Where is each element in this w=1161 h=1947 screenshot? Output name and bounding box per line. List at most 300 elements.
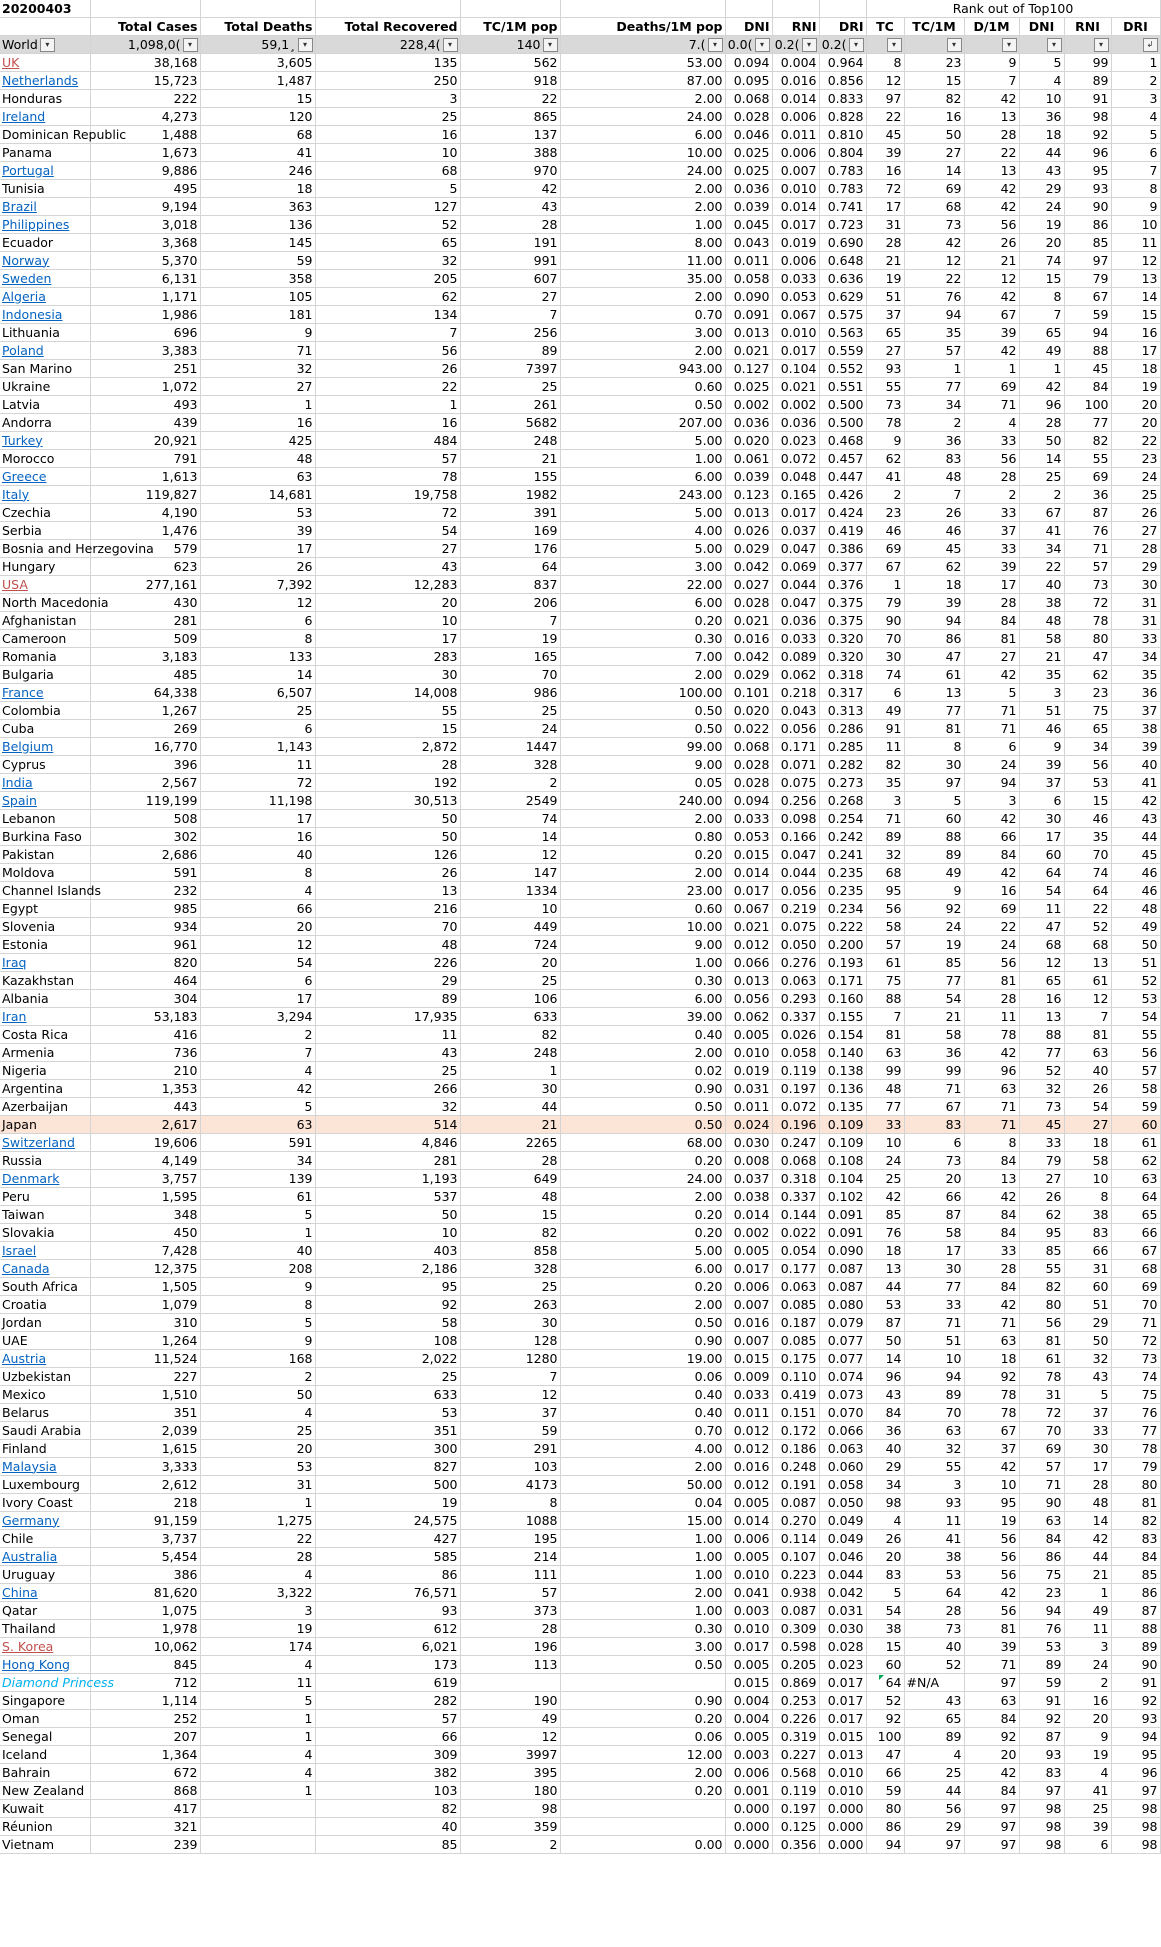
data-cell[interactable]: 50 [315, 1206, 460, 1224]
data-cell[interactable]: 108 [315, 1332, 460, 1350]
data-cell[interactable]: 0.071 [772, 756, 819, 774]
data-cell[interactable]: 83 [1019, 1764, 1064, 1782]
data-cell[interactable]: 46 [1111, 864, 1160, 882]
data-cell[interactable]: 66 [866, 1764, 904, 1782]
country-link[interactable]: Sweden [2, 270, 52, 286]
data-cell[interactable]: 78 [964, 1026, 1019, 1044]
data-cell[interactable]: 99.00 [560, 738, 725, 756]
data-cell[interactable]: 2 [200, 1368, 315, 1386]
data-cell[interactable]: 696 [90, 324, 200, 342]
data-cell[interactable]: 1,267 [90, 702, 200, 720]
data-cell[interactable]: 98 [1064, 108, 1111, 126]
data-cell[interactable]: 0.144 [772, 1206, 819, 1224]
data-cell[interactable]: 94 [904, 612, 964, 630]
data-cell[interactable]: 0.042 [819, 1584, 866, 1602]
data-cell[interactable]: 0.058 [772, 1044, 819, 1062]
data-cell[interactable]: 84 [964, 846, 1019, 864]
data-cell[interactable]: 37 [460, 1404, 560, 1422]
data-cell[interactable]: 71 [1064, 540, 1111, 558]
data-cell[interactable]: 3.00 [560, 558, 725, 576]
data-cell[interactable]: 71 [964, 1656, 1019, 1674]
data-cell[interactable]: 84 [964, 1152, 1019, 1170]
data-cell[interactable]: 39 [866, 144, 904, 162]
data-cell[interactable]: 62 [1064, 666, 1111, 684]
data-cell[interactable]: 0.783 [819, 162, 866, 180]
data-cell[interactable]: 22 [866, 108, 904, 126]
data-cell[interactable]: 1,505 [90, 1278, 200, 1296]
data-cell[interactable]: 49 [866, 702, 904, 720]
data-cell[interactable]: 93 [315, 1602, 460, 1620]
data-cell[interactable]: 37 [964, 522, 1019, 540]
data-cell[interactable]: 14 [1064, 1512, 1111, 1530]
data-cell[interactable]: 9 [1019, 738, 1064, 756]
data-cell[interactable]: 84 [964, 1782, 1019, 1800]
data-cell[interactable]: 1 [200, 1710, 315, 1728]
data-cell[interactable]: 0.172 [772, 1422, 819, 1440]
data-cell[interactable]: 22.00 [560, 576, 725, 594]
data-cell[interactable]: 0.05 [560, 774, 725, 792]
data-cell[interactable]: 14 [866, 1350, 904, 1368]
data-cell[interactable]: 17 [1111, 342, 1160, 360]
data-cell[interactable]: 31 [1111, 612, 1160, 630]
data-cell[interactable]: 7 [460, 306, 560, 324]
data-cell[interactable]: 0.552 [819, 360, 866, 378]
data-cell[interactable]: 15 [460, 1206, 560, 1224]
filter-dropdown-icon[interactable]: ▾ [1002, 38, 1017, 52]
data-cell[interactable]: 0.095 [725, 72, 772, 90]
data-cell[interactable]: 0.053 [725, 828, 772, 846]
data-cell[interactable]: 69 [964, 900, 1019, 918]
data-cell[interactable]: 89 [866, 828, 904, 846]
filter-cell[interactable] [819, 36, 866, 54]
filter-dropdown-icon[interactable]: ▾ [887, 38, 902, 52]
country-cell[interactable] [0, 540, 154, 558]
data-cell[interactable]: 0.075 [772, 918, 819, 936]
data-cell[interactable]: 0.005 [725, 1728, 772, 1746]
data-cell[interactable]: 46 [904, 522, 964, 540]
data-cell[interactable]: 0.119 [772, 1062, 819, 1080]
country-cell[interactable] [0, 612, 90, 630]
data-cell[interactable]: 28 [866, 234, 904, 252]
data-cell[interactable]: 0.104 [772, 360, 819, 378]
data-cell[interactable]: 63 [200, 468, 315, 486]
data-cell[interactable]: 88 [1019, 1026, 1064, 1044]
data-cell[interactable]: 81 [964, 630, 1019, 648]
data-cell[interactable]: 10.00 [560, 144, 725, 162]
data-cell[interactable]: 86 [1111, 1584, 1160, 1602]
data-cell[interactable]: 113 [460, 1656, 560, 1674]
data-cell[interactable]: 0.690 [819, 234, 866, 252]
data-cell[interactable]: 2,872 [315, 738, 460, 756]
data-cell[interactable]: 59 [1111, 1098, 1160, 1116]
data-cell[interactable]: 54 [1064, 1098, 1111, 1116]
filter-dropdown-icon[interactable]: ▾ [298, 38, 313, 52]
data-cell[interactable]: 6,507 [200, 684, 315, 702]
data-cell[interactable]: 0.017 [725, 1638, 772, 1656]
filter-cell[interactable] [725, 36, 772, 54]
data-cell[interactable]: 0.248 [772, 1458, 819, 1476]
country-cell[interactable] [0, 1674, 115, 1692]
data-cell[interactable]: 98 [1019, 1836, 1064, 1854]
data-cell[interactable]: 8 [460, 1494, 560, 1512]
data-cell[interactable]: 13 [1111, 270, 1160, 288]
data-cell[interactable]: 48 [315, 936, 460, 954]
data-cell[interactable]: 90 [1019, 1494, 1064, 1512]
filter-dropdown-icon[interactable]: ▾ [443, 38, 458, 52]
data-cell[interactable]: 60 [866, 1656, 904, 1674]
data-cell[interactable]: 72 [866, 180, 904, 198]
country-link[interactable]: Israel [2, 1242, 37, 1258]
data-cell[interactable]: 65 [866, 324, 904, 342]
data-cell[interactable]: 232 [90, 882, 200, 900]
data-cell[interactable]: 52 [866, 1692, 904, 1710]
data-cell[interactable]: 42 [964, 90, 1019, 108]
data-cell[interactable]: 5,370 [90, 252, 200, 270]
data-cell[interactable]: 79 [866, 594, 904, 612]
data-cell[interactable]: 283 [315, 648, 460, 666]
data-cell[interactable]: 359 [460, 1818, 560, 1836]
data-cell[interactable]: 67 [1064, 288, 1111, 306]
data-cell[interactable]: 6 [1111, 144, 1160, 162]
data-cell[interactable]: 99 [904, 1062, 964, 1080]
data-cell[interactable]: 61 [1019, 1350, 1064, 1368]
data-cell[interactable]: 20 [1064, 1710, 1111, 1728]
data-cell[interactable]: 74 [1111, 1368, 1160, 1386]
data-cell[interactable]: 173 [315, 1656, 460, 1674]
data-cell[interactable]: 53.00 [560, 54, 725, 72]
data-cell[interactable]: 21 [460, 450, 560, 468]
data-cell[interactable]: 1 [964, 360, 1019, 378]
data-cell[interactable]: 0.376 [819, 576, 866, 594]
data-cell[interactable]: 918 [460, 72, 560, 90]
data-cell[interactable]: 86 [1019, 1548, 1064, 1566]
data-cell[interactable]: 42 [200, 1080, 315, 1098]
data-cell[interactable]: 0.108 [819, 1152, 866, 1170]
data-cell[interactable]: 321 [90, 1818, 200, 1836]
data-cell[interactable]: 1.00 [560, 1602, 725, 1620]
data-cell[interactable]: 0.046 [725, 126, 772, 144]
data-cell[interactable]: 66 [1064, 1242, 1111, 1260]
data-cell[interactable]: 7 [1111, 162, 1160, 180]
data-cell[interactable]: 15 [904, 72, 964, 90]
data-cell[interactable]: 81,620 [90, 1584, 200, 1602]
data-cell[interactable]: 12 [200, 936, 315, 954]
data-cell[interactable]: 514 [315, 1116, 460, 1134]
data-cell[interactable]: 58 [904, 1224, 964, 1242]
data-cell[interactable]: 0.015 [819, 1728, 866, 1746]
data-cell[interactable]: 77 [1064, 414, 1111, 432]
data-cell[interactable]: 52 [1019, 1062, 1064, 1080]
data-cell[interactable]: 216 [315, 900, 460, 918]
data-cell[interactable]: 0.270 [772, 1512, 819, 1530]
data-cell[interactable]: 19,606 [90, 1134, 200, 1152]
data-cell[interactable]: 7 [866, 1008, 904, 1026]
country-cell[interactable] [0, 1602, 90, 1620]
data-cell[interactable]: 82 [1064, 432, 1111, 450]
data-cell[interactable]: 16 [315, 414, 460, 432]
data-cell[interactable]: 56 [904, 1800, 964, 1818]
data-cell[interactable]: 0.033 [772, 270, 819, 288]
data-cell[interactable]: 591 [200, 1134, 315, 1152]
data-cell[interactable]: 12,283 [315, 576, 460, 594]
data-cell[interactable]: 16 [200, 414, 315, 432]
country-cell[interactable] [0, 1692, 90, 1710]
data-cell[interactable]: 386 [90, 1566, 200, 1584]
data-cell[interactable]: 83 [1064, 1224, 1111, 1242]
country-cell[interactable] [0, 1512, 90, 1530]
data-cell[interactable]: 94 [1064, 324, 1111, 342]
data-cell[interactable]: 98 [1019, 1818, 1064, 1836]
data-cell[interactable]: 42 [964, 1044, 1019, 1062]
data-cell[interactable]: 88 [866, 990, 904, 1008]
data-cell[interactable]: 0.318 [772, 1170, 819, 1188]
data-cell[interactable]: 0.049 [819, 1530, 866, 1548]
data-cell[interactable]: 2 [904, 414, 964, 432]
data-cell[interactable]: 23 [1064, 684, 1111, 702]
data-cell[interactable]: 88 [1111, 1620, 1160, 1638]
data-cell[interactable]: 17,935 [315, 1008, 460, 1026]
data-cell[interactable]: 57 [1064, 558, 1111, 576]
data-cell[interactable]: 66 [315, 1728, 460, 1746]
data-cell[interactable]: 38 [904, 1548, 964, 1566]
data-cell[interactable]: 25 [200, 702, 315, 720]
data-cell[interactable]: 7 [460, 1368, 560, 1386]
data-cell[interactable]: 54 [904, 990, 964, 1008]
data-cell[interactable]: 0.04 [560, 1494, 725, 1512]
data-cell[interactable]: 15 [1111, 306, 1160, 324]
data-cell[interactable]: 0.320 [819, 648, 866, 666]
data-cell[interactable]: 0.016 [725, 1458, 772, 1476]
data-cell[interactable]: 28 [964, 468, 1019, 486]
data-cell[interactable]: 52 [315, 216, 460, 234]
data-cell[interactable]: 56 [1111, 1044, 1160, 1062]
data-cell[interactable]: 81 [1019, 1332, 1064, 1350]
data-cell[interactable]: 3,757 [90, 1170, 200, 1188]
data-cell[interactable]: 11 [964, 1008, 1019, 1026]
column-header[interactable]: Total Cases [90, 18, 200, 36]
data-cell[interactable]: 139 [200, 1170, 315, 1188]
data-cell[interactable]: 282 [315, 1692, 460, 1710]
data-cell[interactable]: 15 [200, 90, 315, 108]
data-cell[interactable]: 10 [1019, 90, 1064, 108]
data-cell[interactable]: 84 [866, 1404, 904, 1422]
country-link[interactable]: Algeria [2, 288, 46, 304]
country-cell[interactable] [0, 306, 90, 324]
data-cell[interactable]: 0.019 [725, 1062, 772, 1080]
data-cell[interactable]: 0.060 [819, 1458, 866, 1476]
data-cell[interactable]: 2,686 [90, 846, 200, 864]
data-cell[interactable]: 52 [1064, 918, 1111, 936]
data-cell[interactable]: 42 [964, 180, 1019, 198]
data-cell[interactable]: 72 [1019, 1404, 1064, 1422]
data-cell[interactable]: 0.010 [819, 1782, 866, 1800]
data-cell[interactable]: 38,168 [90, 54, 200, 72]
data-cell[interactable]: 5 [904, 792, 964, 810]
data-cell[interactable]: 24 [964, 756, 1019, 774]
data-cell[interactable]: 0.003 [725, 1602, 772, 1620]
data-cell[interactable]: 40 [1019, 576, 1064, 594]
data-cell[interactable]: 2549 [460, 792, 560, 810]
data-cell[interactable]: 75 [1064, 702, 1111, 720]
data-cell[interactable]: 47 [866, 1746, 904, 1764]
data-cell[interactable]: 49 [1111, 918, 1160, 936]
data-cell[interactable]: 88 [904, 828, 964, 846]
data-cell[interactable]: 47 [1064, 648, 1111, 666]
data-cell[interactable]: 0.016 [725, 630, 772, 648]
data-cell[interactable]: 1,673 [90, 144, 200, 162]
data-cell[interactable]: 4,846 [315, 1134, 460, 1152]
data-cell[interactable]: 54 [1111, 1008, 1160, 1026]
data-cell[interactable]: 449 [460, 918, 560, 936]
data-cell[interactable]: 70 [904, 1404, 964, 1422]
data-cell[interactable]: 36 [866, 1422, 904, 1440]
country-cell[interactable] [0, 198, 90, 216]
data-cell[interactable]: 82 [1019, 1278, 1064, 1296]
country-cell[interactable] [0, 90, 90, 108]
data-cell[interactable]: 395 [460, 1764, 560, 1782]
data-cell[interactable]: 0.033 [725, 810, 772, 828]
data-cell[interactable]: 67 [1111, 1242, 1160, 1260]
data-cell[interactable]: 8 [200, 864, 315, 882]
data-cell[interactable]: 39 [964, 1638, 1019, 1656]
data-cell[interactable]: 300 [315, 1440, 460, 1458]
data-cell[interactable]: 19 [460, 630, 560, 648]
data-cell[interactable]: 56 [964, 954, 1019, 972]
data-cell[interactable]: 0.001 [725, 1782, 772, 1800]
data-cell[interactable]: 0.191 [772, 1476, 819, 1494]
data-cell[interactable]: 82 [904, 90, 964, 108]
data-cell[interactable]: 30 [1111, 576, 1160, 594]
data-cell[interactable]: 585 [315, 1548, 460, 1566]
data-cell[interactable]: 0.06 [560, 1728, 725, 1746]
data-cell[interactable]: 44 [866, 1278, 904, 1296]
data-cell[interactable]: 28 [460, 1620, 560, 1638]
data-cell[interactable]: 39 [200, 522, 315, 540]
data-cell[interactable]: 0.171 [819, 972, 866, 990]
data-cell[interactable]: 77 [904, 972, 964, 990]
data-cell[interactable]: 0.053 [772, 288, 819, 306]
data-cell[interactable]: 0.021 [772, 378, 819, 396]
data-cell[interactable]: 62 [1019, 1206, 1064, 1224]
data-cell[interactable]: 20 [904, 1170, 964, 1188]
data-cell[interactable]: 4 [200, 1566, 315, 1584]
data-cell[interactable]: 71 [1019, 1476, 1064, 1494]
data-cell[interactable]: 33 [964, 1242, 1019, 1260]
data-cell[interactable]: 76 [1111, 1404, 1160, 1422]
country-cell[interactable] [0, 270, 90, 288]
data-cell[interactable]: 0.723 [819, 216, 866, 234]
country-cell[interactable] [0, 54, 90, 72]
data-cell[interactable]: 0.019 [772, 234, 819, 252]
data-cell[interactable]: 28 [904, 1602, 964, 1620]
country-cell[interactable] [0, 1170, 90, 1188]
data-cell[interactable]: 10 [1064, 1170, 1111, 1188]
data-cell[interactable]: 54 [1019, 882, 1064, 900]
data-cell[interactable]: 12 [904, 252, 964, 270]
data-cell[interactable]: 46 [1111, 882, 1160, 900]
data-cell[interactable]: 82 [315, 1800, 460, 1818]
country-link[interactable]: Belgium [2, 738, 54, 754]
data-cell[interactable]: 165 [460, 648, 560, 666]
country-cell[interactable] [0, 288, 90, 306]
data-cell[interactable]: 2,039 [90, 1422, 200, 1440]
data-cell[interactable]: 0.091 [819, 1206, 866, 1224]
data-cell[interactable]: 55 [315, 702, 460, 720]
data-cell[interactable]: 43 [904, 1692, 964, 1710]
data-cell[interactable]: 7 [1064, 1008, 1111, 1026]
data-cell[interactable]: 23 [904, 54, 964, 72]
data-cell[interactable]: 0.50 [560, 1656, 725, 1674]
country-link[interactable]: Turkey [2, 432, 43, 448]
country-cell[interactable] [0, 738, 90, 756]
data-cell[interactable]: 0.017 [819, 1692, 866, 1710]
data-cell[interactable]: 45 [1111, 846, 1160, 864]
data-cell[interactable]: 24 [866, 1152, 904, 1170]
data-cell[interactable]: 970 [460, 162, 560, 180]
data-cell[interactable]: 89 [904, 1728, 964, 1746]
data-cell[interactable]: 61 [200, 1188, 315, 1206]
filter-cell[interactable] [560, 36, 725, 54]
data-cell[interactable]: 0.319 [772, 1728, 819, 1746]
data-cell[interactable]: 0.104 [819, 1170, 866, 1188]
data-cell[interactable]: 464 [90, 972, 200, 990]
data-cell[interactable]: 25 [460, 1278, 560, 1296]
data-cell[interactable]: 1 [1019, 360, 1064, 378]
data-cell[interactable]: 56 [964, 450, 1019, 468]
data-cell[interactable]: 0.293 [772, 990, 819, 1008]
data-cell[interactable]: 93 [866, 360, 904, 378]
data-cell[interactable]: 18 [1111, 360, 1160, 378]
data-cell[interactable]: 25 [460, 378, 560, 396]
data-cell[interactable]: 18 [964, 1350, 1019, 1368]
data-cell[interactable]: 71 [964, 1098, 1019, 1116]
data-cell[interactable]: 22 [200, 1530, 315, 1548]
column-header[interactable]: Total Deaths [200, 18, 315, 36]
data-cell[interactable]: 18 [200, 180, 315, 198]
data-cell[interactable]: 92 [866, 1710, 904, 1728]
data-cell[interactable]: 98 [460, 1800, 560, 1818]
data-cell[interactable]: 0.447 [819, 468, 866, 486]
data-cell[interactable]: 58 [904, 1026, 964, 1044]
data-cell[interactable]: 16 [964, 882, 1019, 900]
data-cell[interactable]: 97 [904, 1836, 964, 1854]
data-cell[interactable]: 304 [90, 990, 200, 1008]
data-cell[interactable]: 78 [1064, 612, 1111, 630]
column-header[interactable]: RNI [772, 18, 819, 36]
data-cell[interactable]: 328 [460, 1260, 560, 1278]
data-cell[interactable]: 22 [315, 378, 460, 396]
data-cell[interactable]: 119,827 [90, 486, 200, 504]
data-cell[interactable]: 29 [866, 1458, 904, 1476]
data-cell[interactable]: 363 [200, 198, 315, 216]
data-cell[interactable]: 0.006 [772, 252, 819, 270]
data-cell[interactable]: 0.40 [560, 1404, 725, 1422]
data-cell[interactable]: 81 [1064, 1026, 1111, 1044]
data-cell[interactable]: 68 [904, 198, 964, 216]
data-cell[interactable]: 991 [460, 252, 560, 270]
data-cell[interactable]: 2 [866, 486, 904, 504]
country-cell[interactable] [0, 1044, 90, 1062]
data-cell[interactable]: 45 [866, 126, 904, 144]
data-cell[interactable]: 427 [315, 1530, 460, 1548]
data-cell[interactable]: 30 [460, 1314, 560, 1332]
data-cell[interactable]: 24.00 [560, 108, 725, 126]
data-cell[interactable]: 91 [1064, 90, 1111, 108]
data-cell[interactable]: 8 [866, 54, 904, 72]
filter-cell[interactable] [904, 36, 964, 54]
data-cell[interactable]: 97 [1111, 1782, 1160, 1800]
data-cell[interactable]: 11 [904, 1512, 964, 1530]
